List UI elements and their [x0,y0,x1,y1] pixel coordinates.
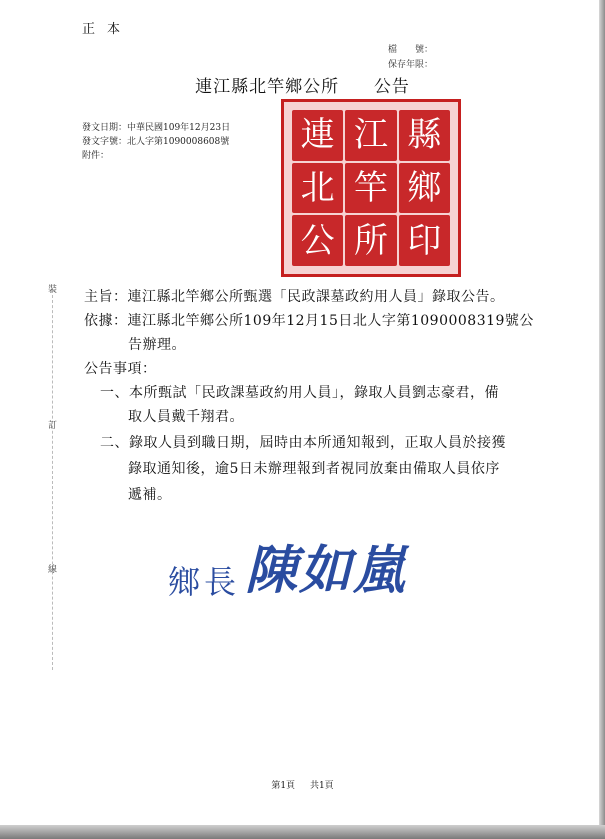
notice-item-2-line-2: 錄取通知後，逾5日未辦理報到者視同放棄由備取人員依序 [128,461,500,477]
document-type: 公告 [373,77,410,97]
signature-title: 鄉長 [168,563,241,601]
page-edge-shadow [599,0,605,825]
issue-date: 發文日期：中華民國109年12月23日 [82,123,231,133]
seal-char: 印 [399,215,450,266]
binding-guide-line [52,290,53,670]
notice-item-1-line-1: 一、本所甄試「民政課墓政約用人員」，錄取人員劉志豪君，備 [100,385,499,401]
official-seal [281,99,461,277]
seal-char: 縣 [399,110,450,161]
seal-char: 所 [345,215,396,266]
signature-name: 陳如嵐 [245,540,408,601]
basis-line-2: 告辦理。 [128,337,186,353]
basis-line-1: 依據：連江縣北竿鄉公所109年12月15日北人字第1090008319號公 [84,313,534,329]
seal-char: 鄉 [399,163,450,214]
total-pages: 共1頁 [309,781,334,791]
file-number-label: 檔 號： [388,45,434,55]
binding-mark-zhuang: 裝 [48,285,58,295]
agency-name: 連江縣北竿鄉公所 [195,77,340,97]
reference-number: 發文字號：北人字第1090008608號 [82,137,230,147]
mayor-signature [168,528,407,603]
page-number: 第1頁 [271,781,296,791]
binding-mark-xian: 線 [48,565,58,575]
notice-item-2-line-1: 二、錄取人員到職日期，屆時由本所通知報到，正取人員於接獲 [100,435,506,451]
seal-char: 竿 [345,163,396,214]
subject-line: 主旨：連江縣北竿鄉公所甄選「民政課墓政約用人員」錄取公告。 [84,289,505,305]
seal-char: 江 [345,110,396,161]
binding-mark-ding: 訂 [48,421,58,431]
copy-label: 正本 [82,22,133,37]
attachment-label: 附件： [82,151,110,161]
seal-char: 連 [292,110,343,161]
seal-char: 公 [292,215,343,266]
page-footer [0,778,605,791]
seal-char: 北 [292,163,343,214]
notice-heading: 公告事項： [84,361,157,377]
retention-label: 保存年限： [388,60,434,70]
notice-item-1-line-2: 取人員戴千翔君。 [128,409,244,425]
page-bottom-shadow [0,825,605,839]
notice-item-2-line-3: 遞補。 [128,487,172,503]
document-title [0,72,605,97]
